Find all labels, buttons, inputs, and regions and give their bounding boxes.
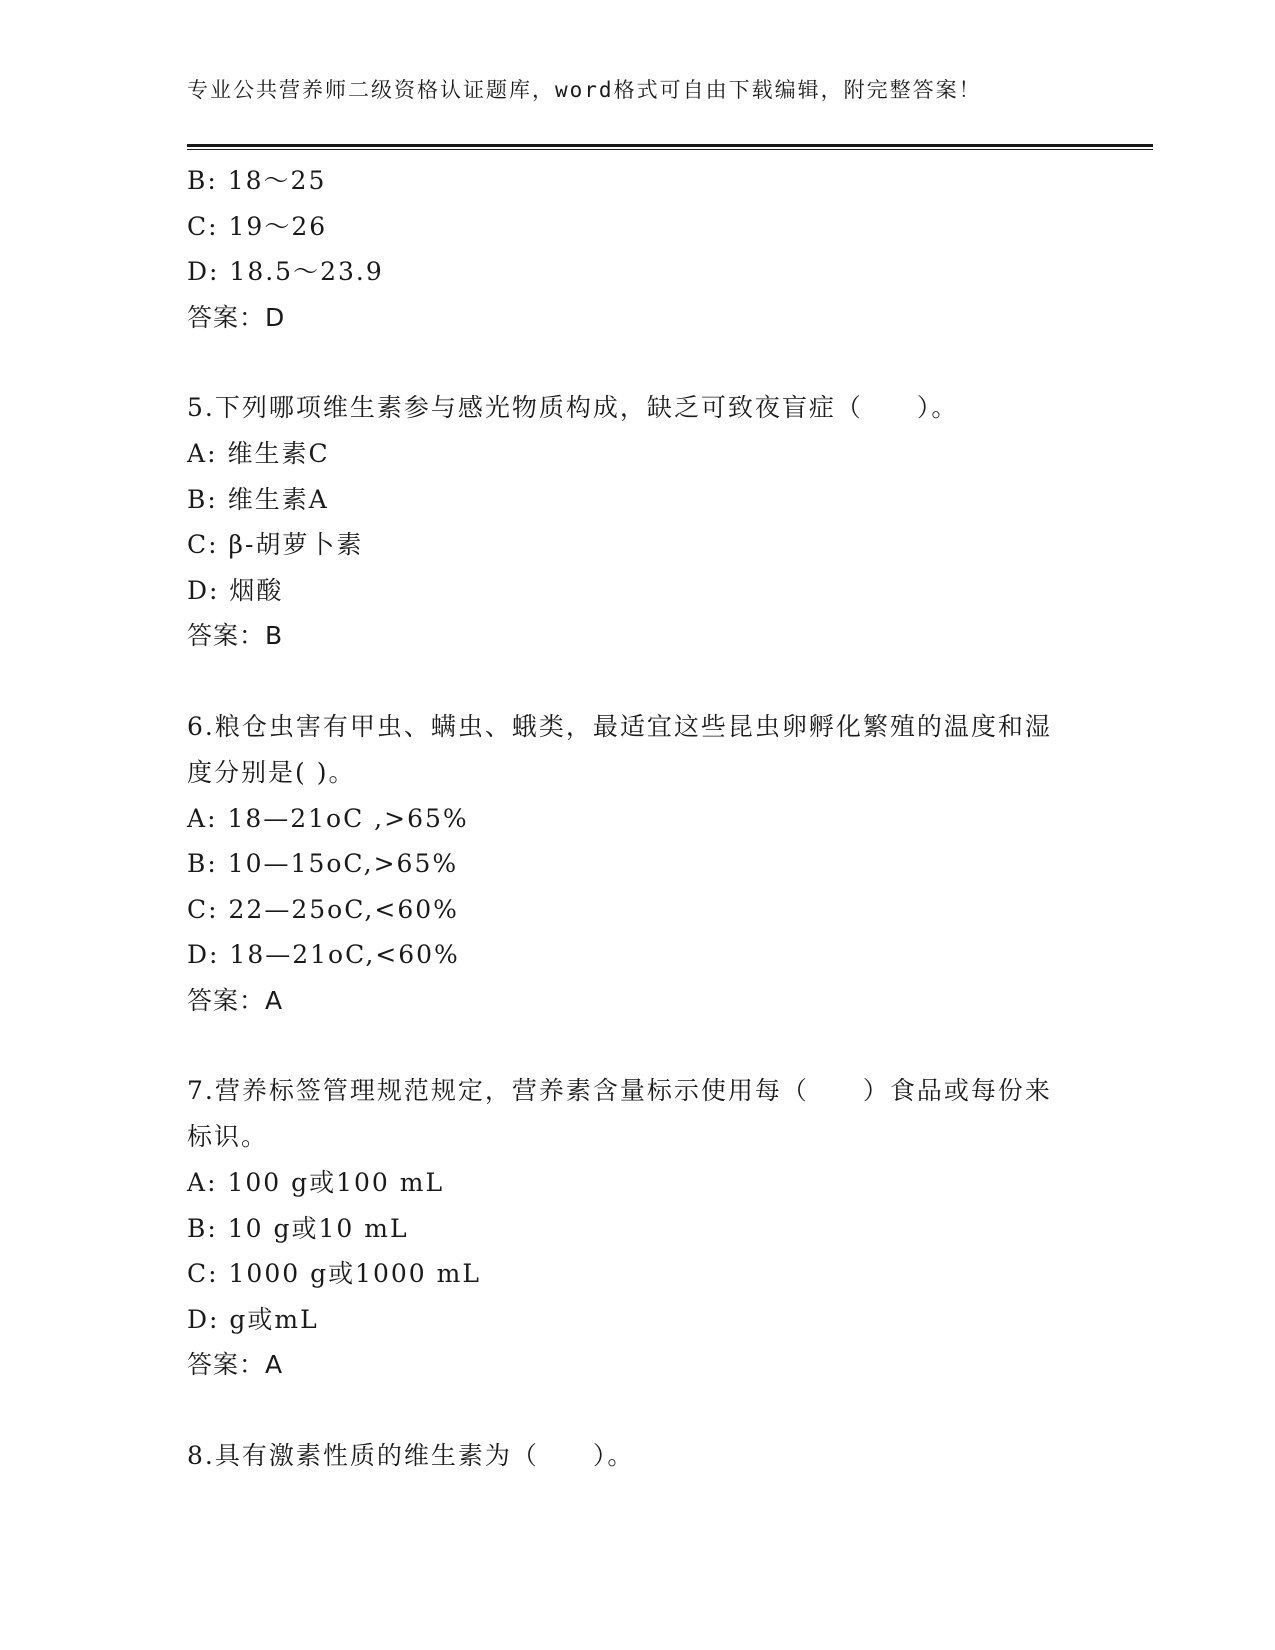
prev-question-options (187, 158, 1067, 340)
option-a: A: 18—21oC ,>65% (187, 803, 469, 833)
answer-line: 答案：A (187, 1350, 284, 1379)
option-a: A: 100 g或100 mL (187, 1168, 445, 1197)
option-d: D: 18.5～23.9 (187, 257, 384, 286)
question-7 (187, 1068, 1067, 1388)
answer-line: 答案：A (187, 985, 284, 1015)
question-5 (187, 385, 1067, 659)
option-b: B: 10 g或10 mL (187, 1213, 409, 1243)
question-stem: 6.粮仓虫害有甲虫、螨虫、蛾类，最适宜这些昆虫卵孵化繁殖的温度和湿度分别是( )。 (187, 711, 1052, 787)
page-header: 专业公共营养师二级资格认证题库，word格式可自由下载编辑，附完整答案！ (187, 78, 982, 102)
option-b: B: 10—15oC,>65% (187, 849, 459, 878)
option-c: C: 22—25oC,<60% (187, 894, 459, 924)
answer-line: 答案：B (187, 621, 284, 650)
question-6 (187, 704, 1067, 1024)
document-body (187, 158, 1067, 1479)
option-c: C: 19～26 (187, 211, 328, 241)
option-b: B: 18～25 (187, 166, 327, 195)
question-stem: 8.具有激素性质的维生素为（ ）。 (187, 1440, 635, 1470)
option-d: D: 18—21oC,<60% (187, 940, 460, 969)
answer-line: 答案：D (187, 302, 286, 332)
header-rule-thin (187, 149, 1153, 150)
option-b: B: 维生素A (187, 484, 329, 514)
question-stem: 5.下列哪项维生素参与感光物质构成，缺乏可致夜盲症（ ）。 (187, 393, 959, 422)
option-c: C: β-胡萝卜素 (187, 530, 364, 559)
question-8 (187, 1433, 1067, 1479)
option-c: C: 1000 g或1000 mL (187, 1259, 481, 1288)
question-stem: 7.营养标签管理规范规定，营养素含量标示使用每（ ）食品或每份来标识。 (187, 1076, 1052, 1151)
option-d: D: 烟酸 (187, 575, 284, 605)
header-rule-thick (187, 144, 1153, 147)
option-d: D: g或mL (187, 1304, 319, 1334)
option-a: A: 维生素C (187, 439, 330, 468)
